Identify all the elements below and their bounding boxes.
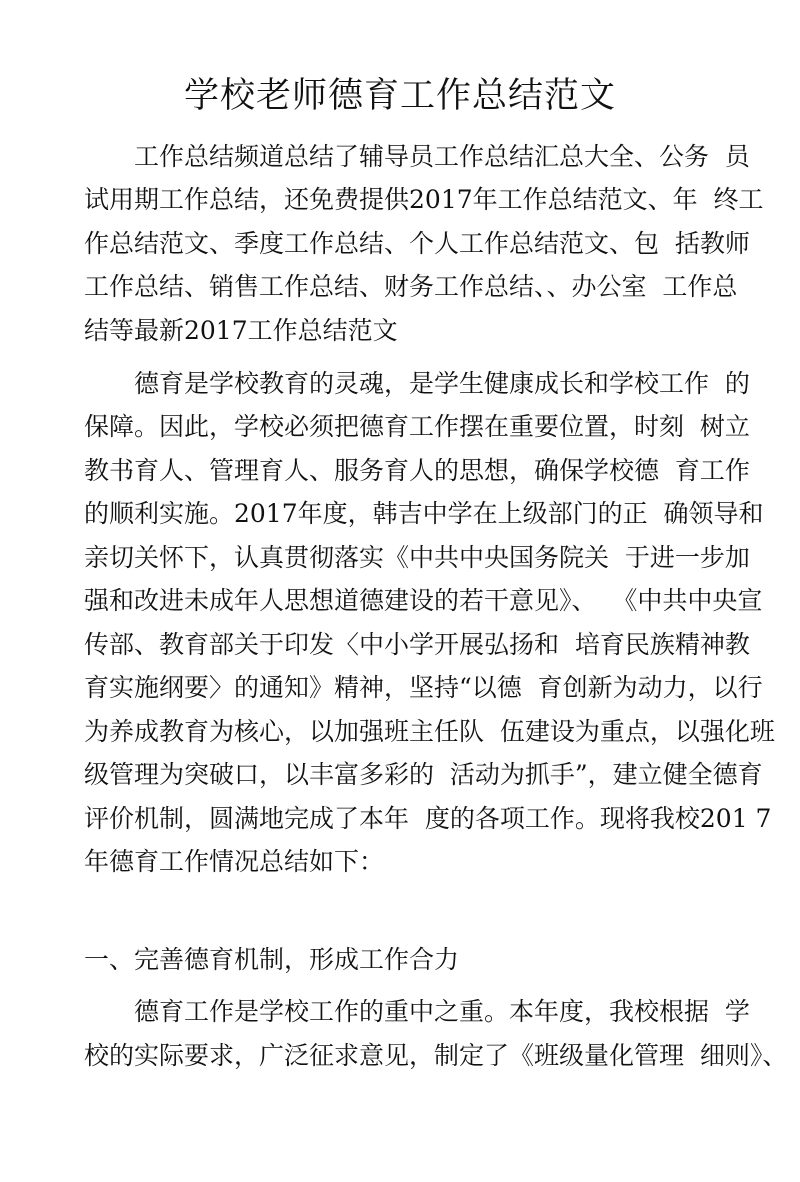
body-line: 试用期工作总结，还免费提供2017年工作总结范文、年 终工 xyxy=(84,185,764,214)
body-line: 德育是学校教育的灵魂，是学生健康成长和学校工作 的 xyxy=(84,369,750,398)
body-line: 校的实际要求，广泛征求意见，制定了《班级量化管理 细则》、 xyxy=(84,1041,788,1070)
body-line: 评价机制，圆满地完成了本年 度的各项工作。现将我校201 7 xyxy=(84,804,772,833)
body-line: 亲切关怀下，认真贯彻落实《中共中央国务院关 于进一步加 xyxy=(84,543,750,572)
section-heading: 一、完善德育机制，形成工作合力 xyxy=(84,945,460,974)
body-line: 工作总结、销售工作总结、财务工作总结、、办公室 工作总 xyxy=(84,272,738,301)
body-line: 年德育工作情况总结如下： xyxy=(84,847,385,876)
body-line: 结等最新2017工作总结范文 xyxy=(84,316,398,345)
body-line: 级管理为突破口，以丰富多彩的 活动为抓手”，建立健全德育 xyxy=(84,760,763,789)
body-line: 作总结范文、季度工作总结、个人工作总结范文、包 括教师 xyxy=(84,229,750,258)
body-line: 传部、教育部关于印发〈中小学开展弘扬和 培育民族精神教 xyxy=(84,630,750,659)
body-line: 工作总结频道总结了辅导员工作总结汇总大全、公务 员 xyxy=(84,142,750,171)
body-line: 德育工作是学校工作的重中之重。本年度，我校根据 学 xyxy=(84,997,750,1026)
document-title: 学校老师德育工作总结范文 xyxy=(183,76,616,116)
body-line: 教书育人、管理育人、服务育人的思想，确保学校德 育工作 xyxy=(84,456,750,485)
body-line: 育实施纲要〉的通知》精神，坚持“以德 育创新为动力，以行 xyxy=(84,673,763,702)
body-line: 为养成教育为核心，以加强班主任队 伍建设为重点，以强化班 xyxy=(84,717,775,746)
body-line: 保障。因此，学校必须把德育工作摆在重要位置，时刻 树立 xyxy=(84,412,750,441)
body-line: 强和改进未成年人思想道德建设的若干意见》、 《中共中央宣 xyxy=(84,586,763,615)
body-line: 的顺利实施。2017年度，韩吉中学在上级部门的正 确领导和 xyxy=(84,499,764,528)
